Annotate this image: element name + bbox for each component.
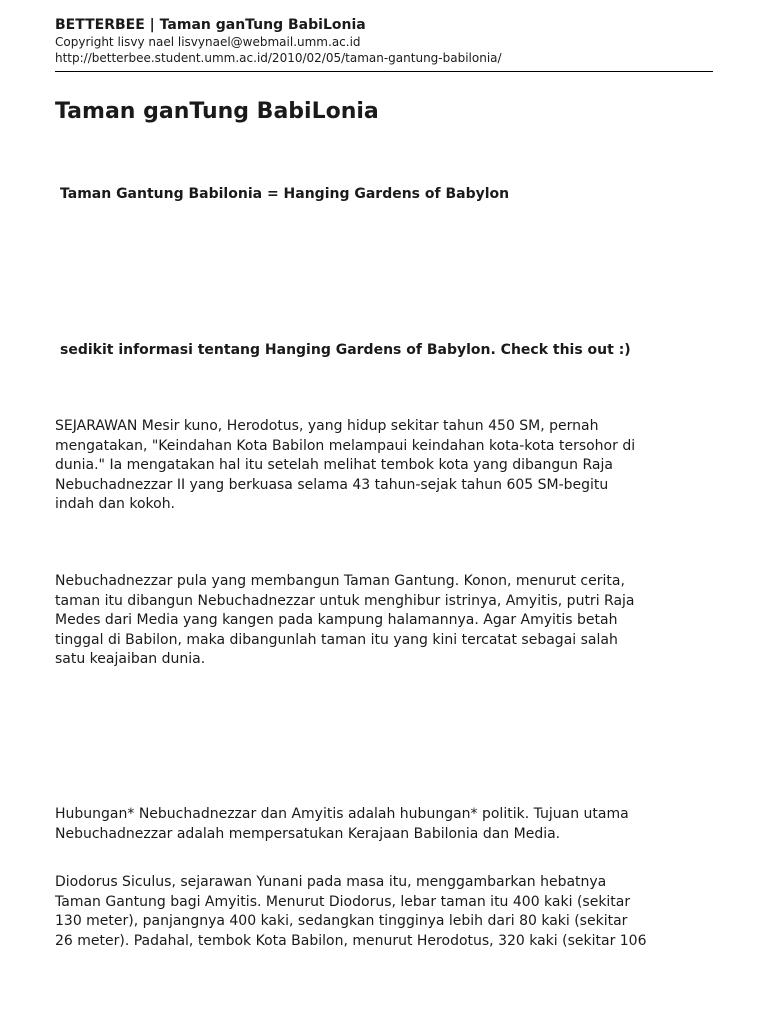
article-title: Taman ganTung BabiLonia — [55, 99, 379, 124]
paragraph-4 — [55, 873, 725, 951]
paragraph-line: tinggal di Babilon, maka dibangunlah taman itu yang kini tercatat sebagai salah — [55, 631, 618, 648]
paragraph-line: Medes dari Media yang kangen pada kampung halamannya. Agar Amyitis betah — [55, 612, 618, 628]
paragraph-line: taman itu dibangun Nebuchadnezzar untuk menghibur istrinya, Amyitis, putri Raja — [55, 592, 635, 609]
paragraph-line: Nebuchadnezzar II yang berkuasa selama 43 tahun-sejak tahun 605 SM-begitu — [55, 476, 609, 493]
paragraph-line: Nebuchadnezzar pula yang membangun Taman Gantung. Konon, menurut cerita, — [55, 573, 625, 589]
paragraph-3 — [55, 805, 725, 844]
site-title: BETTERBEE | Taman ganTung BabiLonia — [55, 17, 366, 33]
paragraph-line: Taman Gantung bagi Amyitis. Menurut Diodorus, lebar taman itu 400 kaki (sekitar — [55, 893, 631, 910]
paragraph-line: Hubungan* Nebuchadnezzar dan Amyitis adalah hubungan* politik. Tujuan utama — [55, 806, 629, 822]
document-header — [55, 16, 713, 66]
header-divider — [55, 71, 713, 72]
paragraph-line: Diodorus Siculus, sejarawan Yunani pada masa itu, menggambarkan hebatnya — [55, 874, 607, 890]
paragraph-1 — [55, 417, 725, 515]
paragraph-line: indah dan kokoh. — [55, 496, 176, 512]
copyright-line: Copyright lisvy nael lisvynael@webmail.umm.ac.id — [55, 35, 361, 49]
paragraph-line: SEJARAWAN Mesir kuno, Herodotus, yang hidup sekitar tahun 450 SM, pernah — [55, 418, 599, 434]
paragraph-line: satu keajaiban dunia. — [55, 651, 206, 667]
paragraph-2 — [55, 572, 725, 670]
paragraph-line: mengatakan, "Keindahan Kota Babilon melampaui keindahan kota-kota tersohor di — [55, 437, 636, 454]
source-url: http://betterbee.student.umm.ac.id/2010/02/05/taman-gantung-babilonia/ — [55, 51, 502, 65]
article-intro: sedikit informasi tentang Hanging Gardens of Babylon. Check this out :) — [60, 342, 631, 358]
paragraph-line: 26 meter). Padahal, tembok Kota Babilon, menurut Herodotus, 320 kaki (sekitar 106 — [55, 932, 647, 949]
paragraph-line: Nebuchadnezzar adalah mempersatukan Kerajaan Babilonia dan Media. — [55, 825, 561, 842]
paragraph-line: 130 meter), panjangnya 400 kaki, sedangkan tingginya lebih dari 80 kaki (sekitar — [55, 913, 628, 929]
paragraph-line: dunia." Ia mengatakan hal itu setelah melihat tembok kota yang dibangun Raja — [55, 457, 613, 473]
article-subtitle: Taman Gantung Babilonia = Hanging Gardens of Babylon — [60, 186, 510, 202]
